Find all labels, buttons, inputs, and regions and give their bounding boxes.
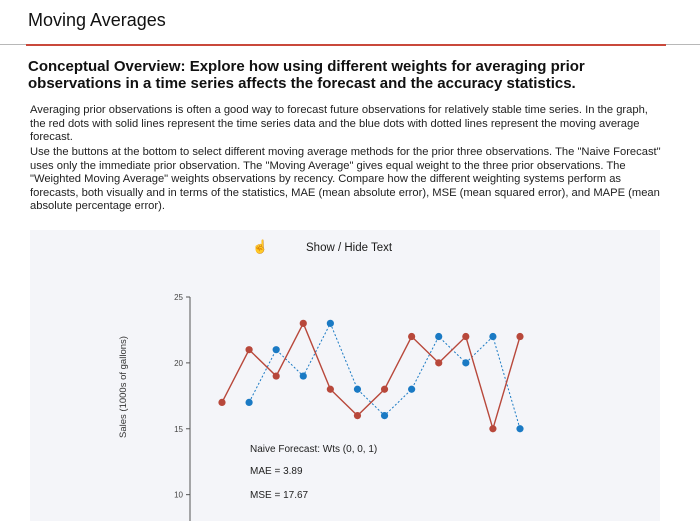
- forecast-point-9: [435, 333, 442, 340]
- series-point-10: [462, 333, 469, 340]
- mae-stat: MAE = 3.89: [250, 466, 303, 477]
- overview-heading: Conceptual Overview: Explore how using different weights for averaging prior observations in a time series affects the forecast and the accuracy statistics.: [28, 58, 585, 92]
- series-point-8: [408, 333, 415, 340]
- series-point-3: [273, 372, 280, 379]
- intro-paragraph: Averaging prior observations is often a good way to forecast future observations for relatively stable time series. In the graph, the red dots with solid lines represent the time series data and the blue dots with dotted lines represent the moving average forecast.: [30, 104, 648, 143]
- pointing-hand-icon: ☝: [252, 239, 269, 254]
- y-tick-label-15: 15: [174, 424, 183, 434]
- forecast-point-12: [516, 425, 523, 432]
- y-tick-label-10: 10: [174, 490, 183, 500]
- forecast-point-8: [408, 386, 415, 393]
- page-title: Moving Averages: [28, 10, 166, 30]
- y-tick-label-20: 20: [174, 358, 183, 368]
- series-point-5: [327, 386, 334, 393]
- series-point-9: [435, 359, 442, 366]
- series-point-12: [516, 333, 523, 340]
- forecast-point-2: [245, 399, 252, 406]
- forecast-method-label: Naive Forecast: Wts (0, 0, 1): [250, 444, 378, 455]
- forecast-point-3: [273, 346, 280, 353]
- forecast-point-7: [381, 412, 388, 419]
- series-point-11: [489, 425, 496, 432]
- mse-stat: MSE = 17.67: [250, 490, 309, 501]
- forecast-point-5: [327, 320, 334, 327]
- series-point-4: [300, 320, 307, 327]
- forecast-point-4: [300, 372, 307, 379]
- y-axis-label: Sales (1000s of gallons): [118, 336, 129, 438]
- series-point-2: [245, 346, 252, 353]
- forecast-point-10: [462, 359, 469, 366]
- instructions-paragraph: Use the buttons at the bottom to select different moving average methods for the prior three observations. The "Naive Forecast" uses only the immediate prior observation. The "Moving Average" gives equal weight to the three prior observations. The "Weighted Moving Average" weights observations by recency. Compare how the different weighting systems perform as forecasts, both visually and in terms of the statistics, MAE (mean absolute error), MSE (mean squared error), and MAPE (mean absolute percentage error).: [30, 146, 661, 212]
- show-hide-text-label: Show / Hide Text: [306, 242, 393, 254]
- y-tick-label-25: 25: [174, 293, 183, 302]
- series-point-1: [218, 399, 225, 406]
- forecast-point-6: [354, 386, 361, 393]
- series-line: [222, 323, 520, 428]
- series-point-7: [381, 386, 388, 393]
- series-point-6: [354, 412, 361, 419]
- forecast-point-11: [489, 333, 496, 340]
